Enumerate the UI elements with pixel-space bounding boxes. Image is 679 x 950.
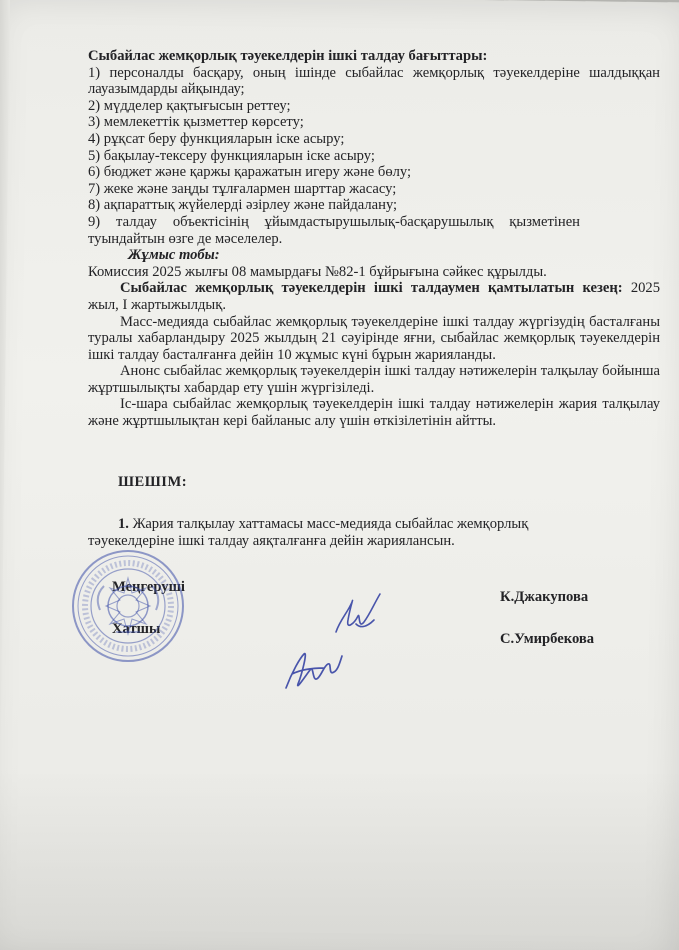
list-item-8: 8) ақпараттық жүйелерді әзірлеу және пайдалану; bbox=[88, 197, 398, 214]
list-item-2: 2) мүдделер қақтығысын реттеу; bbox=[88, 97, 291, 114]
paragraph-event: Іс-шара сыбайлас жемқорлық тәуекелдерін ішкі талдау нәтижелерін жария талқылау және жұртшылықтан кері байланыс алу үшін өткізілетінін айтты. bbox=[88, 396, 660, 430]
directions-heading: Сыбайлас жемқорлық тәуекелдерін ішкі талдау бағыттары: bbox=[88, 48, 488, 64]
working-group-label: Жұмыс тобы: bbox=[128, 247, 220, 264]
list-item-7: 7) жеке және заңды тұлғалармен шарттар жасасу; bbox=[88, 180, 397, 197]
period-label: Сыбайлас жемқорлық тәуекелдерін ішкі талдаумен қамтылатын кезең: bbox=[120, 280, 623, 297]
paragraph-anons: Анонс сыбайлас жемқорлық тәуекелдерін ішкі талдау нәтижелерін талқылау бойынша жұртшылықты хабардар ету үшін жүргізіледі. bbox=[88, 363, 660, 396]
signatory-role-head: Меңгеруші bbox=[112, 579, 185, 596]
list-item-1: 1) персоналды басқару, оның ішінде сыбайлас жемқорлық тәуекелдеріне шалдыққан лауазымдарды айқындау; bbox=[88, 64, 660, 98]
list-item-4: 4) рұқсат беру функцияларын іске асыру; bbox=[88, 130, 345, 147]
decision-item-1 bbox=[88, 516, 660, 549]
decision-text: Жария талқылау хаттамасы масс-медияда сыбайлас жемқорлық тәуекелдеріне ішкі талдау аяқталғанға дейін жариялансын. bbox=[88, 516, 529, 549]
list-item-6: 6) бюджет және қаржы қаражатын игеру және бөлу; bbox=[88, 164, 412, 181]
list-item-9: 9) талдау объектісінің ұйымдастырушылық-басқарушылық қызметінен туындайтын өзге де мәселелер. bbox=[88, 213, 580, 247]
paragraph-announcement: Масс-медияда сыбайлас жемқорлық тәуекелдеріне ішкі талдау жүргізудің басталғаны туралы хабарландыру 2025 жылдың 21 сәуірінде яғни, сыбайлас жемқорлық тәуекелдерін ішкі талдау басталғанға дейін 10 жұмыс күні бұрын жарияланды. bbox=[88, 313, 660, 363]
period-block bbox=[88, 280, 660, 313]
signatory-role-secretary: Хатшы bbox=[112, 621, 161, 638]
list-item-3: 3) мемлекеттік қызметтер көрсету; bbox=[88, 114, 304, 131]
signatory-name-head: К.Джакупова bbox=[500, 589, 589, 606]
period-text: 2025 жыл, I жартыжылдық. bbox=[88, 280, 660, 313]
signature-secretary bbox=[278, 644, 348, 704]
decision-number: 1. bbox=[118, 516, 129, 533]
working-group-text: Комиссия 2025 жылғы 08 мамырдағы №82-1 бұйрығына сәйкес құрылды. bbox=[88, 263, 547, 280]
official-seal-stamp bbox=[70, 548, 186, 664]
signatory-name-secretary: С.Умирбекова bbox=[500, 631, 595, 648]
list-item-5: 5) бақылау-тексеру функцияларын іске асыру; bbox=[88, 147, 375, 164]
signature-head bbox=[330, 590, 390, 646]
decision-heading: ШЕШІМ: bbox=[118, 473, 188, 490]
paper-edge bbox=[0, 0, 10, 950]
